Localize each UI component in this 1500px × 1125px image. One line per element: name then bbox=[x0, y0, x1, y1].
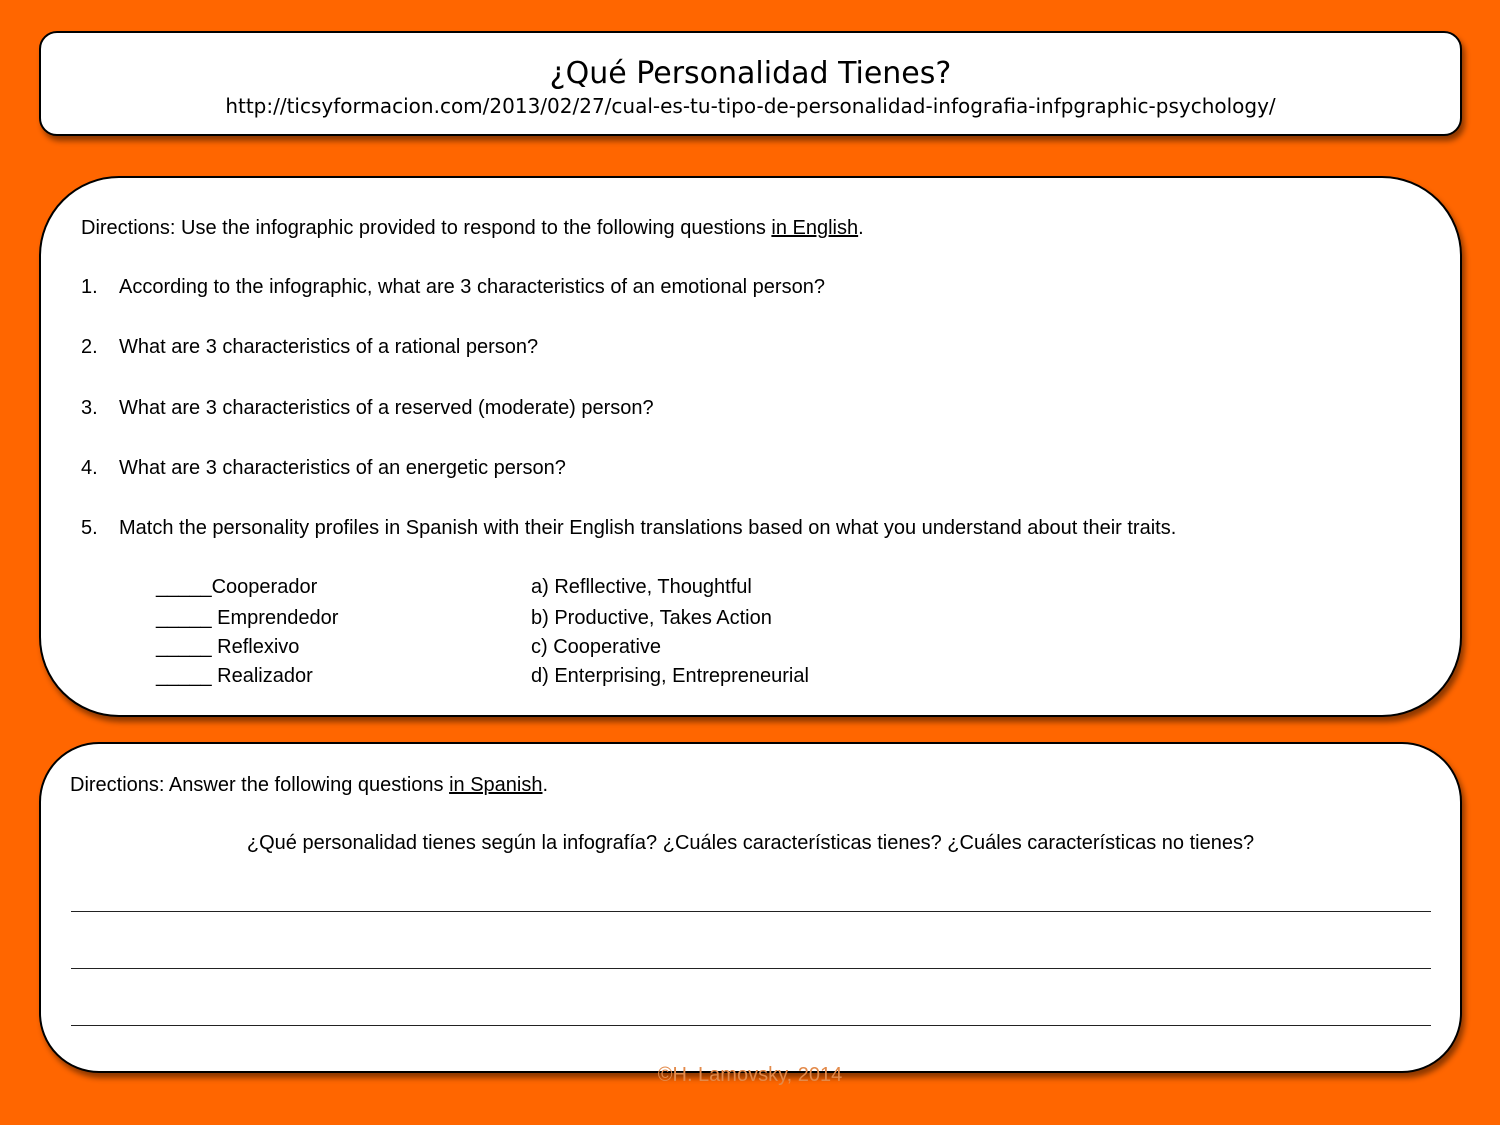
question-text: What are 3 characteristics of a rational person? bbox=[119, 336, 539, 358]
match-item-emprendedor[interactable]: _____ Emprendedor bbox=[156, 607, 339, 629]
directions-text: Directions: Use the infographic provided to respond to the following questions bbox=[81, 217, 772, 239]
title-panel bbox=[39, 31, 1462, 136]
match-item-cooperador[interactable]: _____Cooperador bbox=[156, 576, 318, 598]
directions-english bbox=[81, 216, 864, 240]
source-url: http://ticsyformacion.com/2013/02/27/cual-es-tu-tipo-de-personalidad-infografia-infpgraphic-psychology/ bbox=[225, 94, 1276, 118]
match-option-c: c) Cooperative bbox=[531, 636, 662, 658]
answer-line-2[interactable] bbox=[71, 968, 1431, 969]
question-number: 5. bbox=[81, 517, 98, 539]
match-option-d: d) Enterprising, Entrepreneurial bbox=[531, 665, 809, 687]
directions-spanish bbox=[70, 773, 548, 797]
match-item-reflexivo[interactable]: _____ Reflexivo bbox=[156, 636, 300, 658]
spanish-question: ¿Qué personalidad tienes según la infografía? ¿Cuáles características tienes? ¿Cuáles características no tienes? bbox=[246, 832, 1255, 854]
english-questions-panel bbox=[39, 176, 1462, 717]
spanish-questions-panel bbox=[39, 742, 1462, 1073]
directions-text: Directions: Answer the following questions bbox=[70, 774, 450, 796]
match-item-realizador[interactable]: _____ Realizador bbox=[156, 665, 313, 687]
question-number: 3. bbox=[81, 397, 98, 419]
match-option-a: a) Refllective, Thoughtful bbox=[531, 576, 752, 598]
page-title: ¿Qué Personalidad Tienes? bbox=[549, 56, 952, 91]
question-text: According to the infographic, what are 3 characteristics of an emotional person? bbox=[119, 276, 825, 298]
answer-line-3[interactable] bbox=[71, 1025, 1431, 1026]
match-option-b: b) Productive, Takes Action bbox=[531, 607, 772, 629]
question-number: 4. bbox=[81, 457, 98, 479]
directions-language-underlined: in English bbox=[771, 217, 859, 239]
question-text: Match the personality profiles in Spanish with their English translations based on what you understand about their traits. bbox=[119, 517, 1177, 539]
answer-line-1[interactable] bbox=[71, 911, 1431, 912]
question-text: What are 3 characteristics of an energetic person? bbox=[119, 457, 566, 479]
directions-language-underlined: in Spanish bbox=[449, 774, 543, 796]
directions-period: . bbox=[542, 774, 549, 796]
directions-period: . bbox=[858, 217, 864, 239]
question-number: 2. bbox=[81, 336, 98, 358]
question-text: What are 3 characteristics of a reserved (moderate) person? bbox=[119, 397, 654, 419]
copyright-credit: ©H. Lamovsky, 2014 bbox=[657, 1064, 843, 1086]
question-number: 1. bbox=[81, 276, 98, 298]
